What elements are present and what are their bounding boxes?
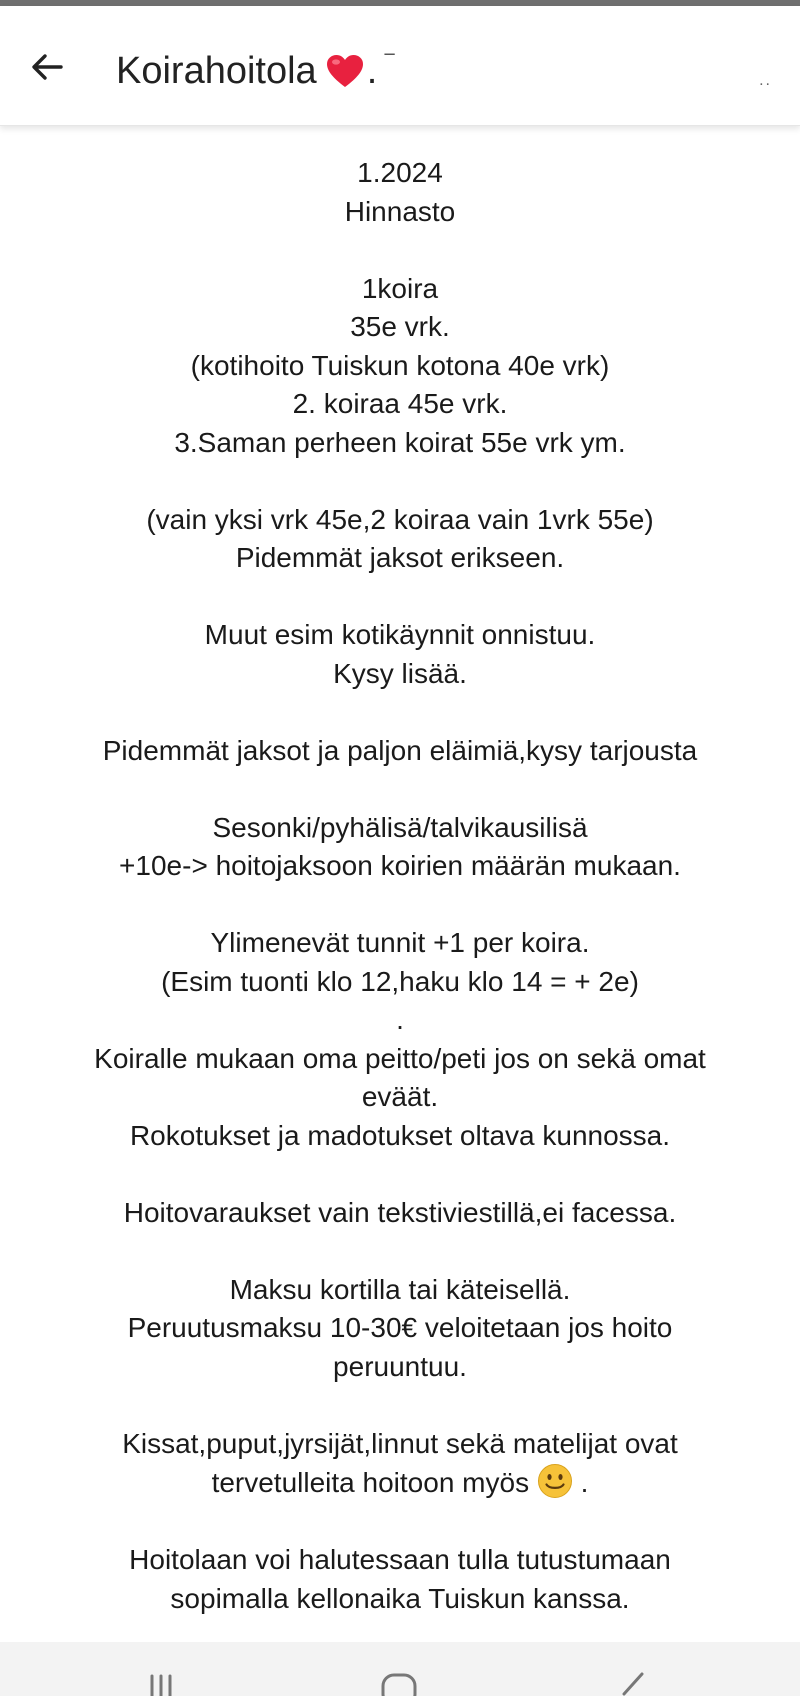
text-block xyxy=(24,732,776,771)
text-line: Kysy lisää. xyxy=(333,657,467,689)
page-title-text: Koirahoitola xyxy=(116,49,317,92)
text-block xyxy=(24,1040,776,1156)
text-line: Pidemmät jaksot ja paljon eläimiä,kysy tarjousta xyxy=(102,734,698,766)
text-block xyxy=(24,501,776,578)
text-line: 3.Saman perheen koirat 55e vrk ym. xyxy=(174,426,626,458)
text-line: Maksu kortilla tai käteisellä. xyxy=(229,1273,571,1305)
text-line: 2. koiraa 45e vrk. xyxy=(292,388,508,419)
text-line: . xyxy=(396,1004,404,1035)
text-line: Peruutusmaksu 10-30€ veloitetaan jos hoito xyxy=(127,1312,673,1343)
text-block xyxy=(24,1194,776,1233)
heart-icon xyxy=(325,53,365,89)
home-button[interactable] xyxy=(380,1672,418,1696)
system-nav-bar xyxy=(0,1642,800,1696)
back-arrow-icon xyxy=(27,47,67,92)
recent-apps-icon xyxy=(148,1672,174,1696)
text-line: Hoitovaraukset vain tekstiviestillä,ei facessa. xyxy=(123,1196,677,1228)
back-button[interactable] xyxy=(22,44,72,94)
text-line: tervetulleita hoitoon myös xyxy=(211,1467,530,1498)
text-line: Hoitolaan voi halutessaan tulla tutustumaan xyxy=(129,1544,671,1575)
text-block xyxy=(24,616,776,693)
text-line: Koiralle mukaan oma peitto/peti jos on sekä omat xyxy=(94,1042,706,1074)
text-block xyxy=(24,1541,776,1618)
text-line: (kotihoito Tuiskun kotona 40e vrk) xyxy=(190,349,610,381)
nav-back-icon xyxy=(618,1672,646,1696)
text-block xyxy=(24,1271,776,1387)
page-title xyxy=(116,46,394,96)
text-line: Muut esim kotikäynnit onnistuu. xyxy=(204,619,596,650)
nav-back-button[interactable] xyxy=(618,1672,646,1696)
text-block xyxy=(24,1425,776,1503)
app-bar xyxy=(0,6,800,126)
text-line: 1.2024 xyxy=(357,157,443,188)
post-content xyxy=(0,126,800,1642)
text-block xyxy=(24,809,776,886)
text-line: +10e-> hoitojaksoon koirien määrän mukaan. xyxy=(119,850,681,881)
text-line: Rokotukset ja madotukset oltava kunnossa. xyxy=(129,1119,671,1151)
home-icon xyxy=(380,1672,418,1696)
text-line: 1koira xyxy=(361,272,439,304)
text-block xyxy=(24,924,776,1040)
text-line: Hinnasto xyxy=(344,195,456,227)
text-line: 35e vrk. xyxy=(350,311,450,342)
smiley-icon xyxy=(537,1463,573,1499)
text-line: Sesonki/pyhälisä/talvikausilisä xyxy=(212,811,588,843)
text-line: Pidemmät jaksot erikseen. xyxy=(235,542,565,573)
text-line: Ylimenevät tunnit +1 per koira. xyxy=(210,927,590,958)
text-block xyxy=(24,154,776,231)
text-line: (Esim tuonti klo 12,haku klo 14 = + 2e) xyxy=(161,965,639,997)
title-glyph: ‾ xyxy=(385,49,394,80)
title-suffix: . xyxy=(366,49,378,92)
text-block xyxy=(24,270,776,463)
text-line: (vain yksi vrk 45e,2 koiraa vain 1vrk 55e) xyxy=(146,503,654,535)
smiley-suffix: . xyxy=(572,1467,589,1498)
recent-apps-button[interactable] xyxy=(148,1672,174,1696)
text-line: sopimalla kellonaika Tuiskun kanssa. xyxy=(170,1582,630,1614)
text-line: Kissat,puput,jyrsijät,linnut sekä matelijat ovat xyxy=(122,1427,678,1459)
text-line: peruuntuu. xyxy=(333,1350,467,1382)
text-line: eväät. xyxy=(361,1081,439,1112)
menu-dots[interactable]: .. xyxy=(759,72,772,89)
